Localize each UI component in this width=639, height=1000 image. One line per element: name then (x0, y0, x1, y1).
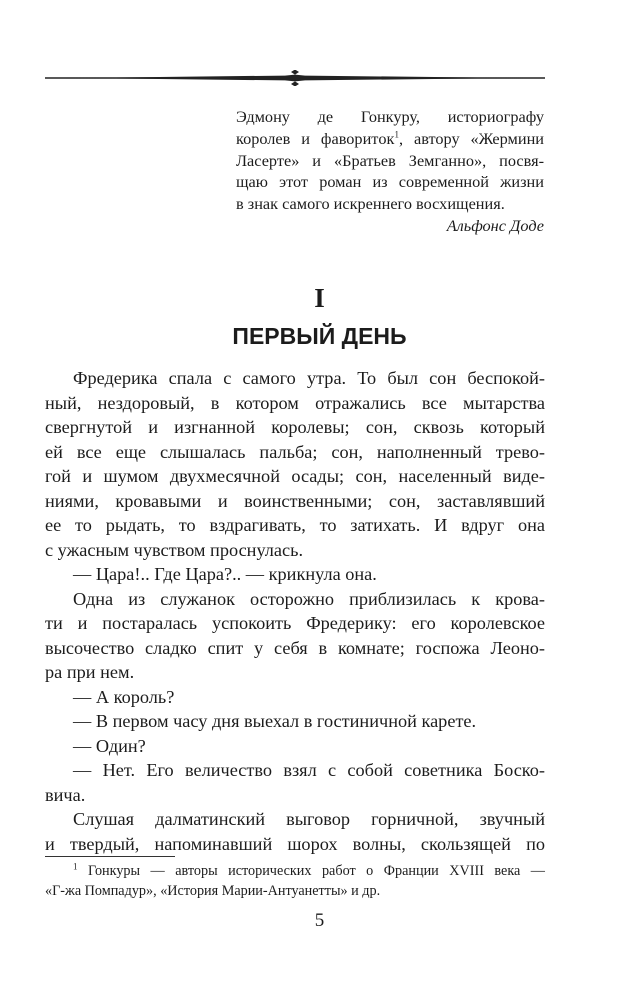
body-line: — В первом часу дня выехал в гостиничной карете. (73, 711, 477, 731)
body-line: Одна из служанок осторожно приблизилась к крова- (73, 588, 545, 609)
body-line: ее то рыдать, то вздрагивать, то затихать. И вдруг она (45, 515, 545, 535)
epigraph-line: в знак самого искреннего восхищения. (236, 194, 505, 214)
body-line: с ужасным чувством проснулась. (45, 539, 304, 560)
epigraph-line: Ласерте» и «Братьев Земганно», посвя- (236, 150, 544, 170)
chapter-number: I (314, 283, 325, 313)
footnote-divider (45, 856, 175, 857)
page-number: 5 (314, 910, 325, 931)
body-line: ниями, кровавыми и воинственными; сон, заставлявший (45, 490, 545, 511)
body-line: ей все еще слышалась пальба; сон, наполненный трево- (45, 441, 545, 462)
body-line: — Один? (73, 735, 146, 756)
footnote-marker: 1 (394, 129, 399, 140)
body-line: высочество сладко спит у себя в комнате; госпожа Леоно- (45, 637, 545, 658)
body-line: свергнутой и изгнанной королевы; сон, сквозь который (45, 417, 545, 437)
epigraph-line-part: , автору «Жермини (398, 128, 544, 148)
ornamental-rule (45, 70, 545, 86)
body-line: и твердый, напоминавший шорох волны, скользящей по (45, 833, 545, 854)
footnote-number: 1 (73, 861, 78, 872)
epigraph-line: Эдмону де Гонкуру, историографу (236, 107, 544, 126)
epigraph (236, 106, 544, 237)
body-line: — Нет. Его величество взял с собой советника Боско- (73, 760, 545, 780)
body-line: — А король? (73, 686, 175, 707)
body-line: ный, нездоровый, в котором отражались все мытарства (45, 392, 545, 413)
body-line: — Цара!.. Где Цара?.. — крикнула она. (73, 564, 377, 584)
body-line: ра при нем. (45, 662, 135, 682)
epigraph-line (236, 128, 544, 150)
footnote-line: «Г-жа Помпадур», «История Марии-Антуанетты» и др. (45, 883, 381, 899)
body-line: Фредерика спала с самого утра. То был сон беспокой- (73, 368, 545, 388)
chapter-title: ПЕРВЫЙ ДЕНЬ (232, 323, 407, 349)
body-line: гой и шумом двухмесячной осады; сон, населенный виде- (45, 466, 545, 486)
epigraph-line-part: королев и фаворитoк (236, 128, 395, 148)
epigraph-author: Альфонс Доде (446, 215, 544, 235)
footnote-text: Гонкуры — авторы исторических работ о Франции XVIII века — (77, 863, 545, 879)
body-line: ти и постаралась успокоить Фредерику: его королевское (45, 613, 545, 633)
epigraph-line: щаю этот роман из современной жизни (236, 172, 544, 192)
body-text (45, 366, 545, 856)
body-line: Слушая далматинский выговор горничной, звучный (73, 809, 545, 829)
body-line: вича. (45, 784, 86, 805)
footnote (45, 861, 545, 901)
footnote-line (45, 861, 545, 881)
